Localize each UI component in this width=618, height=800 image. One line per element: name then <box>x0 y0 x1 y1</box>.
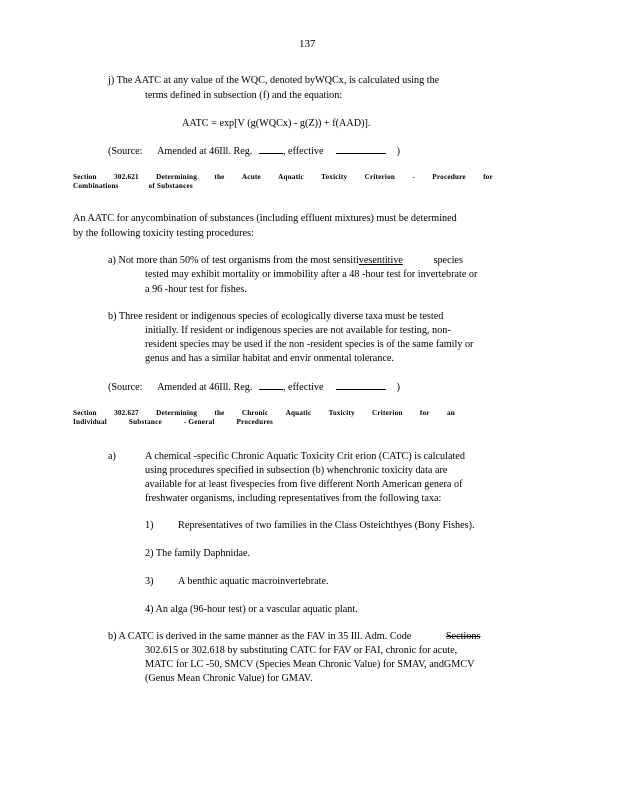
item-a-line-1 <box>108 254 463 267</box>
section-627-row-1 <box>73 409 455 418</box>
page-number: 137 <box>299 38 316 50</box>
reg-blank <box>259 380 283 390</box>
heading-word: Section <box>73 409 97 417</box>
heading-word: Procedures <box>236 418 273 426</box>
aatc-equation: AATC = exp[V (g(WQCx) - g(Z)) + f(AAD)]. <box>182 118 371 129</box>
item-j-line-2: terms defined in subsection (f) and the equation: <box>145 90 343 101</box>
taxa-item-4 <box>145 603 358 616</box>
item-a-line-3: a 96 -hour test for fishes. <box>145 284 247 295</box>
effective-label: , effective <box>282 382 324 393</box>
catc-b-line-1 <box>108 630 480 643</box>
heading-word: Acute <box>241 173 261 181</box>
heading-word: - General <box>183 418 215 426</box>
source-close: ) <box>396 146 400 157</box>
heading-word: Individual <box>73 418 107 426</box>
taxa-text: The family Daphnidae. <box>155 548 251 559</box>
source-close: ) <box>396 382 400 393</box>
section-621-heading <box>73 173 493 191</box>
catc-a-label: a) <box>108 451 116 462</box>
heading-word: Aquatic <box>285 409 312 417</box>
heading-word: 302.627 <box>114 409 139 417</box>
catc-b-text: b) A CATC is derived in the same manner as the FAV in 35 Ill. Adm. Code <box>108 631 412 642</box>
taxa-number: 3) <box>145 576 154 587</box>
section-621-row-2 <box>73 182 493 191</box>
catc-b-line-4: (Genus Mean Chronic Value) for GMAV. <box>145 673 313 684</box>
taxa-text: Representatives of two families in the Class Osteichthyes (Bony Fishes). <box>178 520 475 531</box>
heading-word: Procedure <box>432 173 466 181</box>
taxa-item-1 <box>145 519 475 532</box>
heading-word: Criterion <box>364 173 396 181</box>
catc-b-line-2: 302.615 or 302.618 by substituting CATC for FAV or FAI, chronic for acute, <box>145 645 458 656</box>
catc-a-line-4: freshwater organisms, including representatives from the following taxa: <box>145 493 442 504</box>
heading-word: Section <box>73 173 97 181</box>
source-text: Amended at 46Ill. Reg. <box>157 146 253 157</box>
item-j-line-1: j) The AATC at any value of the WQC, denoted byWQCx, is calculated using the <box>108 75 440 86</box>
deleted-text: Sections <box>445 631 481 642</box>
effective-label: , effective <box>282 146 324 157</box>
source-text: Amended at 46Ill. Reg. <box>157 382 253 393</box>
heading-word: the <box>214 409 225 417</box>
inserted-text: vesentitive <box>358 255 403 266</box>
taxa-item-3 <box>145 575 329 588</box>
item-a-line-2: tested may exhibit mortality or immobility after a 48 -hour test for invertebrate or <box>145 269 478 280</box>
heading-word: for <box>419 409 430 417</box>
intro-line-1: An AATC for anycombination of substances (including effluent mixtures) must be determined <box>73 213 457 224</box>
taxa-number: 1) <box>145 520 154 531</box>
heading-word: - <box>412 173 415 181</box>
heading-word: Combinations <box>73 182 119 190</box>
heading-word: Determining <box>156 173 198 181</box>
section-627-row-2 <box>73 418 273 427</box>
source-note-1 <box>108 144 400 158</box>
item-b-line-3: resident species may be used if the non -resident species is of the same family or <box>145 339 474 350</box>
section-627-heading <box>73 409 455 427</box>
item-b-line-1: b) Three resident or indigenous species of ecologically diverse taxa must be tested <box>108 311 444 322</box>
catc-a-line-3: available for at least fivespecies from five different North American genera of <box>145 479 463 490</box>
intro-line-2: by the following toxicity testing procedures: <box>73 228 254 239</box>
catc-a-line-2: using procedures specified in subsection (b) whenchronic toxicity data are <box>145 465 448 476</box>
reg-blank <box>259 144 283 154</box>
heading-word: of Substances <box>148 182 193 190</box>
source-label: (Source: <box>108 382 143 393</box>
heading-word: 302.621 <box>114 173 139 181</box>
heading-word: Determining <box>156 409 198 417</box>
effective-blank <box>336 144 386 154</box>
taxa-text: An alga (96-hour test) or a vascular aquatic plant. <box>155 604 358 615</box>
heading-word: for <box>483 173 493 181</box>
catc-a-line-1: A chemical -specific Chronic Aquatic Toxicity Crit erion (CATC) is calculated <box>145 451 465 462</box>
effective-blank <box>336 380 386 390</box>
heading-word: Substance <box>128 418 162 426</box>
item-a-text: a) Not more than 50% of test organisms from the most sensiti <box>108 255 359 266</box>
heading-word: Toxicity <box>321 173 348 181</box>
taxa-text: A benthic aquatic macroinvertebrate. <box>178 576 329 587</box>
taxa-number: 4) <box>145 604 154 615</box>
heading-word: the <box>214 173 225 181</box>
source-note-2 <box>108 380 400 394</box>
section-621-row-1 <box>73 173 493 182</box>
heading-word: Toxicity <box>328 409 355 417</box>
catc-b-line-3: MATC for LC -50, SMCV (Species Mean Chronic Value) for SMAV, andGMCV <box>145 659 475 670</box>
heading-word: Criterion <box>372 409 403 417</box>
taxa-item-2 <box>145 547 250 560</box>
item-b-line-2: initially. If resident or indigenous species are not available for testing, non- <box>145 325 451 336</box>
heading-word: an <box>446 409 455 417</box>
item-b-line-4: genus and has a similar habitat and envir onmental tolerance. <box>145 353 394 364</box>
taxa-number: 2) <box>145 548 154 559</box>
item-a-text: species <box>433 255 463 266</box>
heading-word: Chronic <box>241 409 269 417</box>
source-label: (Source: <box>108 146 143 157</box>
heading-word: Aquatic <box>278 173 304 181</box>
